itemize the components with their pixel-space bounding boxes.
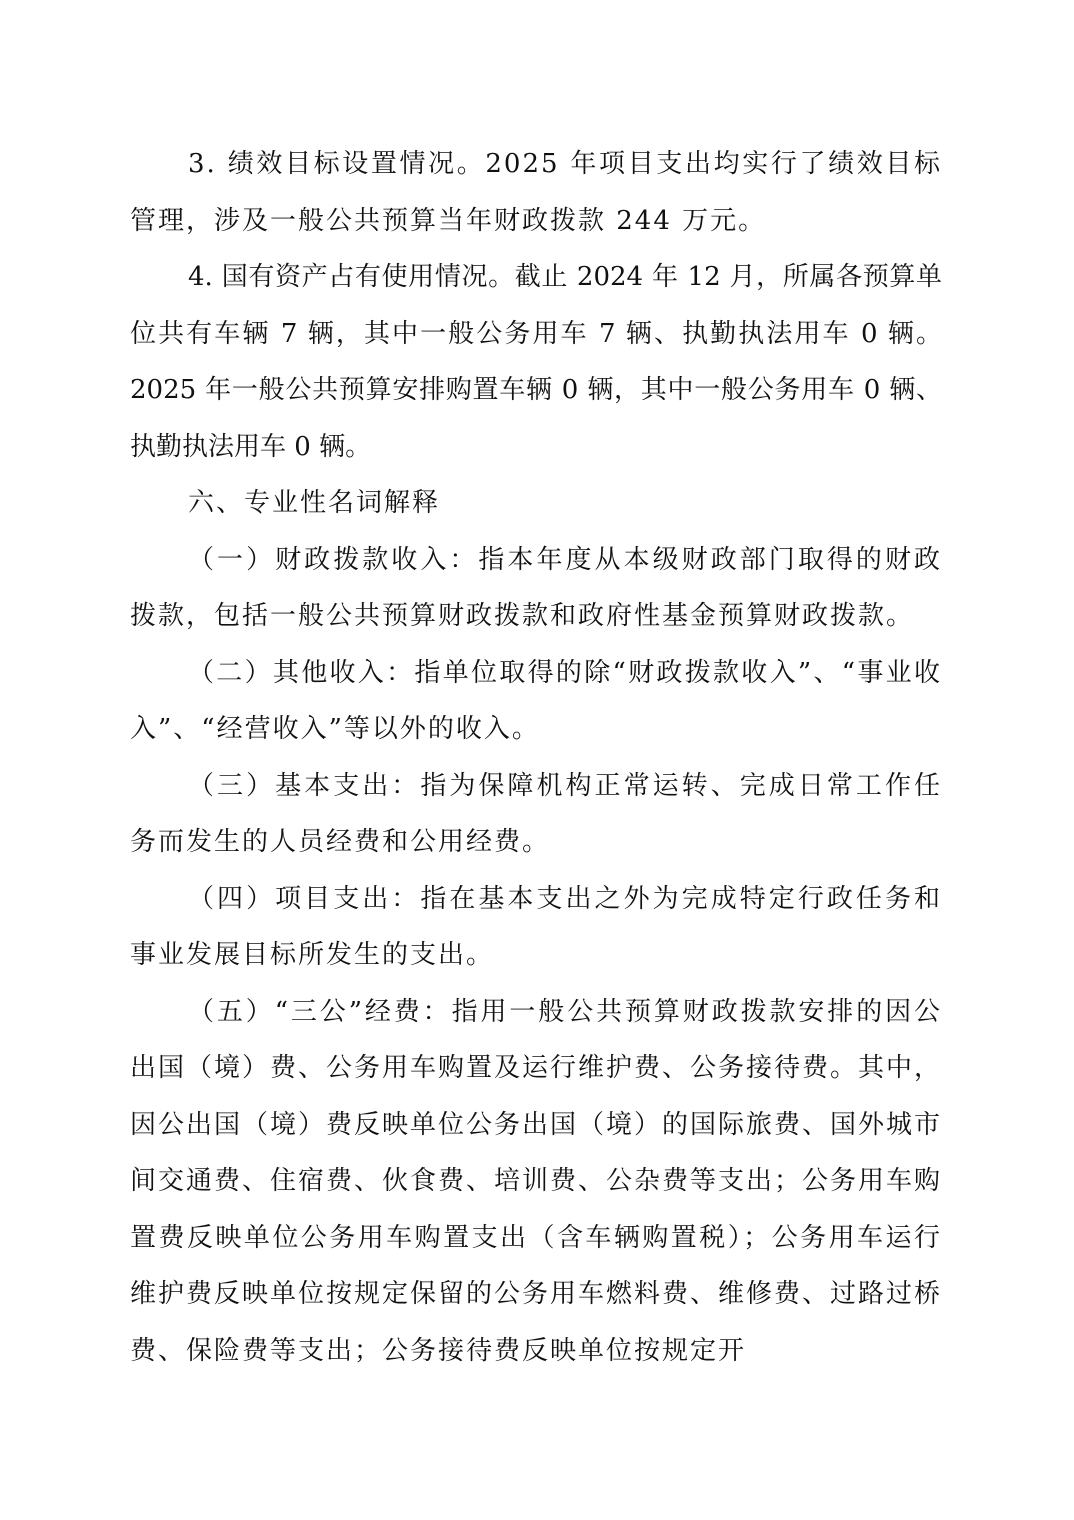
definition-basic-expenditure: （三）基本支出：指为保障机构正常运转、完成日常工作任务而发生的人员经费和公用经费。: [130, 770, 942, 857]
definition-fiscal-appropriation-income: （一）财政拨款收入：指本年度从本级财政部门取得的财政拨款，包括一般公共预算财政拨款和政府性基金预算财政拨款。: [130, 544, 942, 631]
paragraph-performance-targets: 3. 绩效目标设置情况。2025 年项目支出均实行了绩效目标管理，涉及一般公共预算当年财政拨款 244 万元。: [130, 149, 942, 236]
section-heading-terms: 六、专业性名词解释: [188, 488, 441, 518]
paragraph-state-assets: 4. 国有资产占有使用情况。截止 2024 年 12 月，所属各预算单位共有车辆 7 辆，其中一般公务用车 7 辆、执勤执法用车 0 辆。2025 年一般公共预算安排购置车辆 0 辆，其中一般公务用车 0 辆、执勤执法用车 0 辆。: [130, 262, 942, 462]
document-body: [130, 136, 942, 1379]
definition-project-expenditure: （四）项目支出：指在基本支出之外为完成特定行政任务和事业发展目标所发生的支出。: [130, 883, 942, 970]
definition-other-income: （二）其他收入：指单位取得的除“财政拨款收入”、“事业收入”、“经营收入”等以外的收入。: [130, 657, 942, 744]
definition-three-public-expenses: （五）“三公”经费：指用一般公共预算财政拨款安排的因公出国（境）费、公务用车购置及运行维护费、公务接待费。其中，因公出国（境）费反映单位公务出国（境）的国际旅费、国外城市间交通费、住宿费、伙食费、培训费、公杂费等支出；公务用车购置费反映单位公务用车购置支出（含车辆购置税）；公务用车运行维护费反映单位按规定保留的公务用车燃料费、维修费、过路过桥费、保险费等支出；公务接待费反映单位按规定开: [130, 996, 943, 1366]
